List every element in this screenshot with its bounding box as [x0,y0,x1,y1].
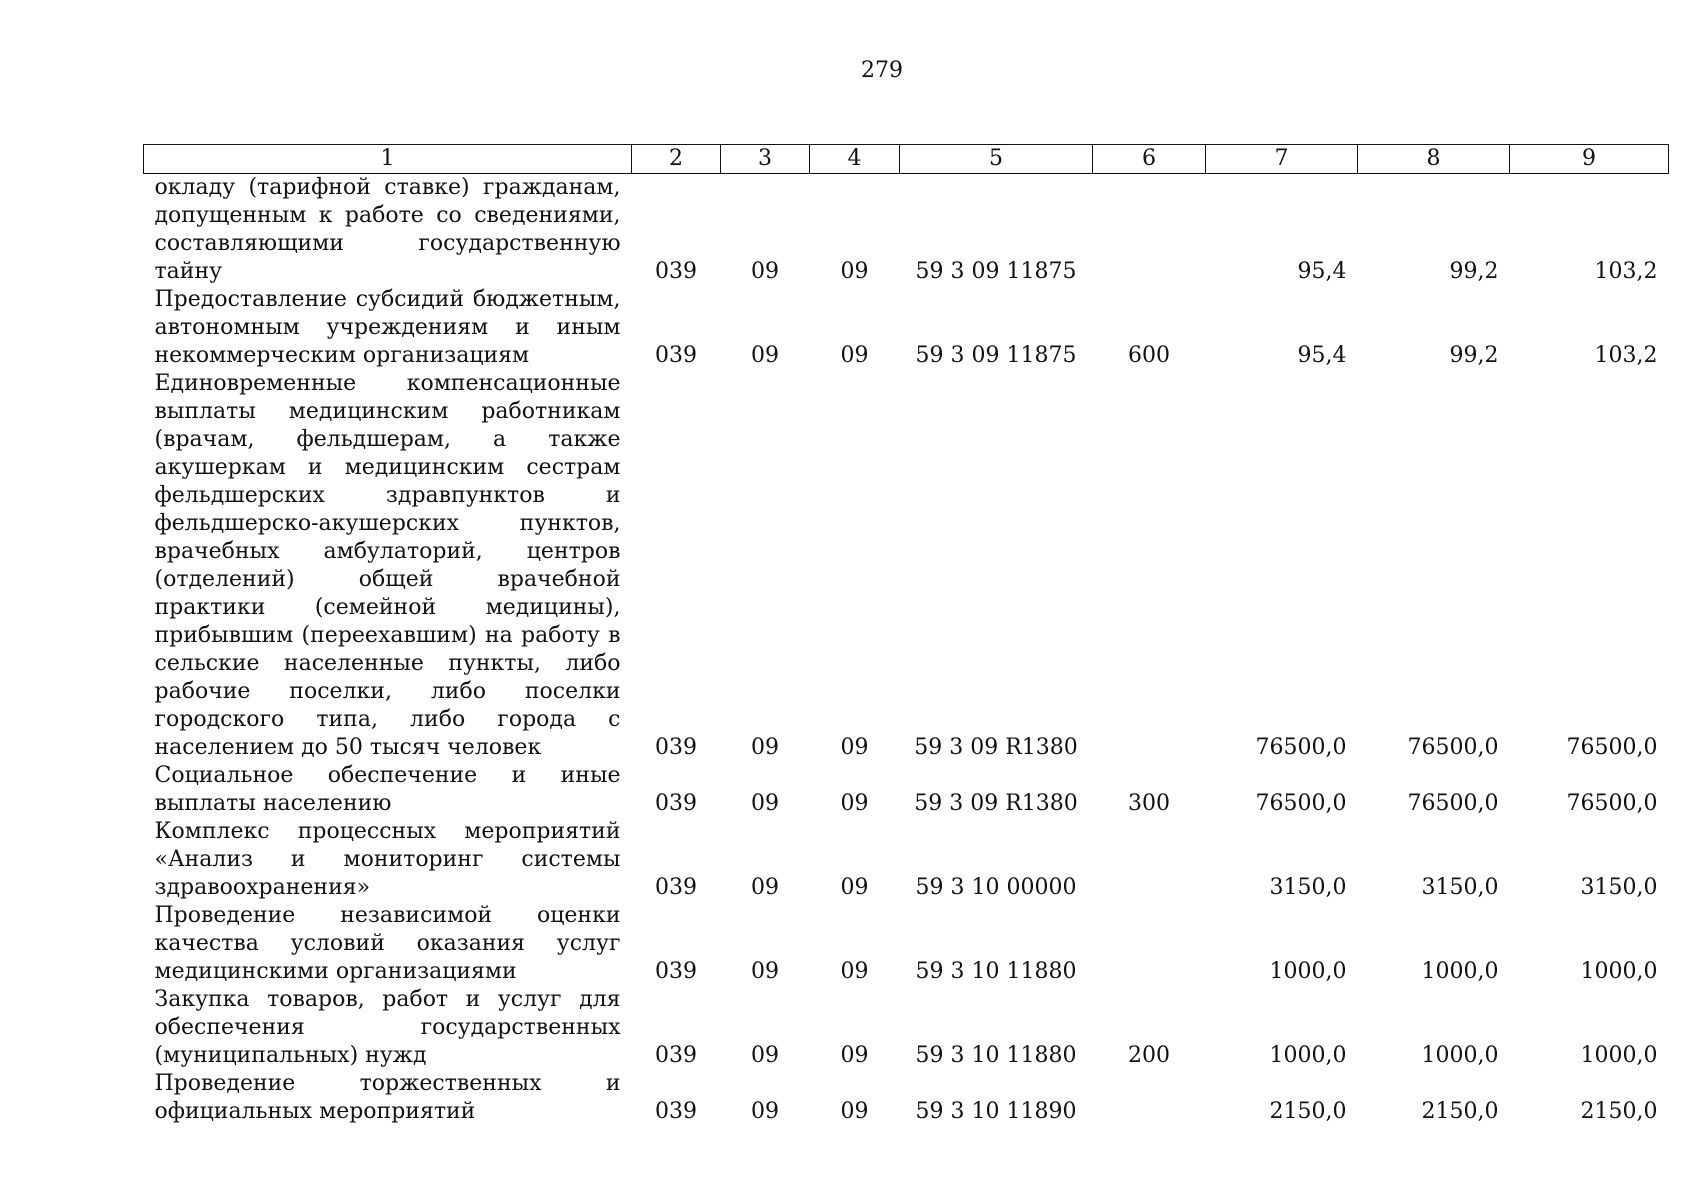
amount-col8: 76500,0 [1407,791,1499,816]
expense-type-code: 200 [1128,1043,1170,1068]
section-code: 09 [751,735,779,760]
expense-type-code [1093,370,1206,762]
table-row [144,986,1669,1070]
ministry-code: 039 [655,959,697,984]
ministry-code: 039 [655,735,697,760]
page-number: 279 [861,58,903,83]
target-article-code: 59 3 10 11880 [915,1043,1077,1068]
ministry-code: 039 [655,343,697,368]
amount-col9: 2150,0 [1580,1099,1658,1124]
amount-col7: 1000,0 [1269,959,1347,984]
row-description: Проведение торжественных и официальных мероприятий [154,1071,621,1124]
expense-type-code [1093,902,1206,986]
amount-col9: 103,2 [1594,343,1658,368]
subsection-code: 09 [840,259,869,284]
amount-col9: 76500,0 [1566,791,1658,816]
target-article-code: 59 3 09 11875 [915,259,1077,284]
amount-col7: 1000,0 [1269,1043,1347,1068]
subsection-code: 09 [840,791,869,816]
expense-type-code [1093,1070,1206,1126]
column-header: 4 [810,145,900,174]
amount-col8: 1000,0 [1421,959,1499,984]
ministry-code: 039 [655,259,697,284]
table-row [144,762,1669,818]
section-code: 09 [751,1099,779,1124]
table-body [144,174,1669,1127]
amount-col8: 99,2 [1449,343,1499,368]
amount-col8: 2150,0 [1421,1099,1499,1124]
table-row [144,1070,1669,1126]
amount-col7: 76500,0 [1255,791,1347,816]
budget-table [143,144,1669,1126]
amount-col8: 99,2 [1449,259,1499,284]
table-row [144,174,1669,287]
target-article-code: 59 3 09 R1380 [914,735,1078,760]
section-code: 09 [751,259,779,284]
amount-col7: 95,4 [1297,259,1347,284]
target-article-code: 59 3 10 11880 [915,959,1077,984]
row-description: Социальное обеспечение и иные выплаты населению [154,763,621,816]
section-code: 09 [751,959,779,984]
row-description: Закупка товаров, работ и услуг для обеспечения государственных (муниципальных) нужд [154,987,621,1068]
column-header: 7 [1206,145,1358,174]
row-description: Предоставление субсидий бюджетным, автономным учреждениям и иным некоммерческим организациям [154,287,621,368]
table-row [144,286,1669,370]
amount-col8: 1000,0 [1421,1043,1499,1068]
section-code: 09 [751,791,779,816]
column-header: 2 [632,145,721,174]
target-article-code: 59 3 09 R1380 [914,791,1078,816]
column-header: 5 [900,145,1093,174]
section-code: 09 [751,1043,779,1068]
subsection-code: 09 [840,1043,869,1068]
row-description: Проведение независимой оценки качества условий оказания услуг медицинскими организациями [154,903,621,984]
amount-col8: 3150,0 [1421,875,1499,900]
section-code: 09 [751,343,779,368]
column-header: 6 [1093,145,1206,174]
header-row [144,145,1669,174]
amount-col8: 76500,0 [1407,735,1499,760]
expense-type-code [1093,818,1206,902]
amount-col7: 76500,0 [1255,735,1347,760]
table-header [144,145,1669,174]
ministry-code: 039 [655,1043,697,1068]
table-row [144,370,1669,762]
subsection-code: 09 [840,735,869,760]
target-article-code: 59 3 10 11890 [915,1099,1077,1124]
amount-col9: 3150,0 [1580,875,1658,900]
column-header: 9 [1510,145,1669,174]
expense-type-code [1093,174,1206,287]
column-header: 1 [144,145,632,174]
ministry-code: 039 [655,791,697,816]
subsection-code: 09 [840,1099,869,1124]
ministry-code: 039 [655,875,697,900]
amount-col7: 3150,0 [1269,875,1347,900]
target-article-code: 59 3 09 11875 [915,343,1077,368]
subsection-code: 09 [840,875,869,900]
subsection-code: 09 [840,959,869,984]
row-description: Комплекс процессных мероприятий «Анализ и мониторинг системы здравоохранения» [154,819,621,900]
column-header: 3 [721,145,810,174]
amount-col9: 76500,0 [1566,735,1658,760]
amount-col9: 103,2 [1594,259,1658,284]
amount-col9: 1000,0 [1580,1043,1658,1068]
table-row [144,902,1669,986]
column-header: 8 [1358,145,1510,174]
amount-col7: 2150,0 [1269,1099,1347,1124]
row-description: окладу (тарифной ставке) гражданам, допущенным к работе со сведениями, составляющими государственную тайну [154,175,621,284]
amount-col9: 1000,0 [1580,959,1658,984]
expense-type-code: 300 [1128,791,1170,816]
amount-col7: 95,4 [1297,343,1347,368]
target-article-code: 59 3 10 00000 [915,875,1077,900]
ministry-code: 039 [655,1099,697,1124]
row-description: Единовременные компенсационные выплаты медицинским работникам (врачам, фельдшерам, а также акушеркам и медицинским сестрам фельдшерских здравпунктов и фельдшерско-акушерских пунктов, врачебных амбулаторий, центров (отделений) общей врачебной практики (семейной медицины), прибывшим (переехавшим) на работу в сельские населенные пункты, либо рабочие поселки, либо поселки городского типа, либо города с населением до 50 тысяч человек [154,371,621,760]
section-code: 09 [751,875,779,900]
expense-type-code: 600 [1128,343,1170,368]
subsection-code: 09 [840,343,869,368]
table-row [144,818,1669,902]
